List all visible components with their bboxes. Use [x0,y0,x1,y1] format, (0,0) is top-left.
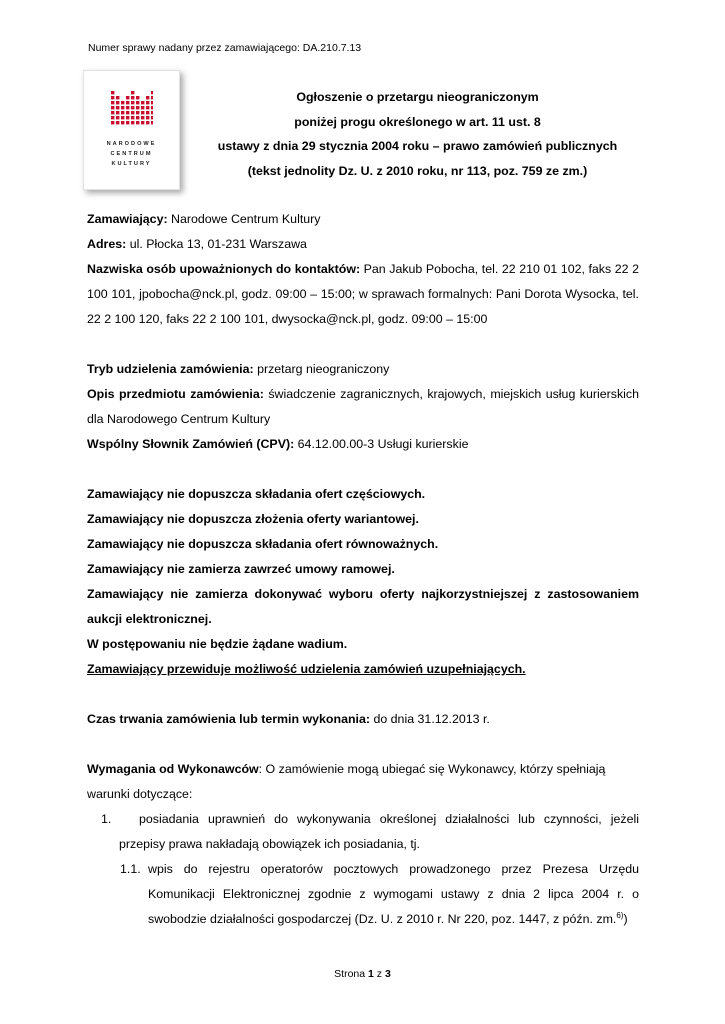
page-footer [0,968,725,980]
logo-square [131,121,134,124]
logo-square [151,106,153,109]
contracting-label: Zamawiający: [87,212,168,226]
condition-framework: Zamawiający nie zamierza zawrzeć umowy ramowej. [87,562,395,576]
subject-value: świadczenie zagranicznych, krajowych, miejskich usług kurierskich dla Narodowego Centrum Kultury [87,387,639,426]
requirement-item-1-1 [87,857,639,932]
logo-square [151,121,153,124]
logo-square [151,111,153,114]
requirements-label: Wymagania od Wykonawców [87,762,259,776]
logo-square [121,106,124,109]
logo-square [136,121,139,124]
case-number: Numer sprawy nadany przez zamawiającego: DA.210.7.13 [88,42,362,54]
duration-label: Czas trwania zamówienia lub termin wykonania: [87,712,370,726]
contracting-party [87,207,639,232]
logo-square [146,111,149,114]
nck-logo [83,70,180,190]
logo-square [116,106,119,109]
duration-value: do dnia 31.12.2013 r. [370,712,490,726]
logo-square [121,121,124,124]
logo-square [126,111,129,114]
subject-label: Opis przedmiotu zamówienia: [87,387,264,401]
condition-supplementary: Zamawiający przewiduje możliwość udzielenia zamówień uzupełniających. [87,662,526,676]
logo-square [141,121,144,124]
header-line-1: Ogłoszenie o przetargu nieograniczonym [296,90,539,104]
requirement-item-1 [87,807,639,857]
logo-square [126,116,129,119]
header-line-3: ustawy z dnia 29 stycznia 2004 roku – prawo zamówień publicznych [217,139,618,153]
logo-square [151,116,153,119]
mode-value: przetarg nieograniczony [253,362,390,376]
logo-square [116,96,119,99]
logo-square [131,111,134,114]
logo-square [116,121,119,124]
logo-square [146,96,149,99]
logo-square [136,101,139,104]
logo-square [151,101,153,104]
address-value: ul. Płocka 13, 01-231 Warszawa [126,237,307,251]
condition-equivalent-offers: Zamawiający nie dopuszcza składania ofert równoważnych. [87,537,439,551]
logo-square [146,101,149,104]
cpv [87,432,639,457]
logo-line-2: CENTRUM [110,151,153,157]
logo-square [151,96,153,99]
logo-square [136,111,139,114]
logo-square [111,111,114,114]
header-line-2: poniżej progu określonego w art. 11 ust. 8 [294,114,541,129]
cpv-value: 64.12.00.00-3 Usługi kurierskie [294,437,469,451]
logo-square [136,96,139,99]
footer-prefix: Strona [334,968,369,980]
condition-variant-offer: Zamawiający nie dopuszcza złożenia oferty wariantowej. [87,512,419,526]
logo-square [121,116,124,119]
logo-square [126,96,129,99]
item-1-text: posiadania uprawnień do wykonywania określonej działalności lub czynności, jeżeli przepisy prawa nakładają obowiązek ich posiadania, tj. [119,812,639,851]
logo-square [111,106,114,109]
logo-square [121,111,124,114]
contacts-label: Nazwiska osób upoważnionych do kontaktów: [87,262,361,276]
logo-square [111,91,114,94]
logo-square [116,111,119,114]
logo-square [141,116,144,119]
requirements [87,757,639,807]
procedure-mode [87,357,639,382]
item-1-1-text: wpis do rejestru operatorów pocztowych prowadzonego przez Prezesa Urzędu Komunikacji Elektronicznej zgodnie z wymogami ustawy z dnia 2 lipca 2004 r. o swobodzie działalności gospodarczej (Dz. U. z 2010 r. Nr 220, poz. 1447, z późn. zm. [148,862,639,926]
logo-square [111,116,114,119]
logo-square [136,116,139,119]
logo-square [131,91,134,94]
document-header [200,85,635,183]
logo-square [141,101,144,104]
requirements-intro: : O zamówienie mogą ubiegać się Wykonawcy, którzy spełniają warunki dotyczące: [87,762,606,801]
logo-square [131,96,134,99]
logo-square [141,111,144,114]
mode-label: Tryb udzielenia zamówienia: [87,362,254,376]
footer-page: 1 [368,968,374,980]
logo-square [146,116,149,119]
logo-line-1: NARODOWE [106,141,157,147]
contacts-value: Pan Jakub Pobocha, tel. 22 210 01 102, faks 22 2 100 101, jpobocha@nck.pl, godz. 09:00 – 15:00; w sprawach formalnych: Pani Dorota Wysocka, tel. 22 2 100 120, faks 22 2 100 101, dwysocka@nck.pl, godz. 09:00 – 15:00 [87,262,639,326]
item-1-1-footnote: 6) [616,910,624,920]
logo-square [111,121,114,124]
logo-square [141,106,144,109]
condition-partial-offers: Zamawiający nie dopuszcza składania ofert częściowych. [87,487,426,501]
logo-line-3: KULTURY [111,161,152,167]
header-line-4: (tekst jednolity Dz. U. z 2010 roku, nr 113, poz. 759 ze zm.) [247,163,588,178]
logo-square [151,91,153,94]
logo-square [126,121,129,124]
logo-square [116,116,119,119]
footer-mid: z [373,968,385,980]
contacts [87,257,639,332]
footer-total: 3 [384,968,391,980]
logo-square [146,121,149,124]
logo-square [146,106,149,109]
logo-square [131,101,134,104]
logo-square [126,106,129,109]
address-label: Adres: [87,237,127,251]
item-1-number: 1. [101,812,112,826]
logo-square [116,101,119,104]
crown-logo-icon [111,91,153,131]
logo-square [136,106,139,109]
cpv-label: Wspólny Słownik Zamówień (CPV): [87,437,295,451]
item-1-1-number: 1.1. [120,862,141,876]
logo-square [126,101,129,104]
contracting-value: Narodowe Centrum Kultury [167,212,321,226]
logo-square [131,116,134,119]
condition-deposit: W postępowaniu nie będzie żądane wadium. [87,637,348,651]
subject [87,382,639,432]
address [87,232,639,257]
duration [87,707,639,732]
logo-square [131,106,134,109]
logo-square [111,101,114,104]
condition-auction: Zamawiający nie zamierza dokonywać wyboru oferty najkorzystniejszej z zastosowaniem aukcji elektronicznej. [87,587,639,626]
logo-square [121,101,124,104]
logo-square [111,96,114,99]
item-1-1-end: ) [623,912,628,926]
document-body [87,207,639,932]
